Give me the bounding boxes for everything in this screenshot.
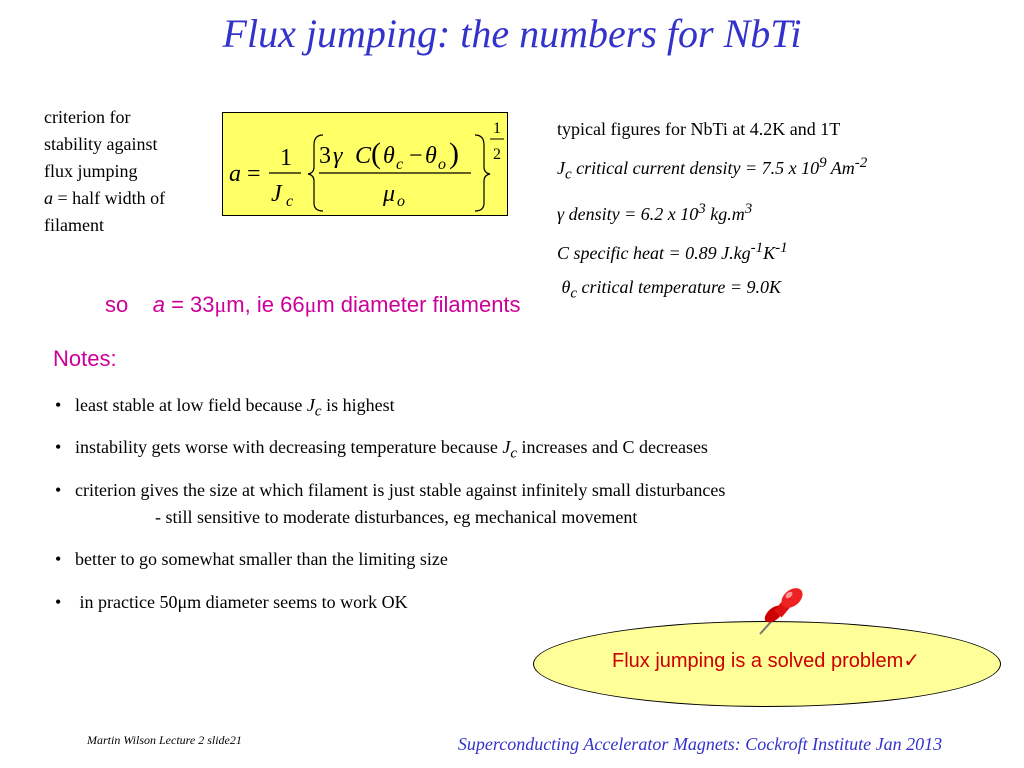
criterion-line: stability against: [44, 134, 158, 154]
criterion-var-a: a: [44, 188, 53, 208]
gamma-unit-exponent: 3: [744, 200, 753, 217]
jc-text: critical current density = 7.5 x 10: [571, 158, 820, 178]
jc-subscript: c: [314, 403, 322, 420]
criterion-line-rest: = half width of: [53, 188, 166, 208]
formula-theta-c: θ: [383, 143, 395, 169]
note-item: [55, 549, 448, 570]
right-brace: [475, 135, 490, 211]
note-text: least stable at low field because: [75, 395, 307, 415]
theta-text: critical temperature = 9.0K: [577, 276, 781, 297]
note-text: m diameter seems to work OK: [187, 592, 408, 612]
formula-mu: μ: [383, 181, 396, 207]
figure-jc: [557, 146, 867, 192]
formula-equals: =: [247, 161, 261, 187]
formula-theta-o: θ: [425, 143, 437, 169]
bullet: •: [55, 592, 62, 612]
note-text: criterion gives the size at which filament is just stable against infinitely small disturbances: [75, 480, 726, 500]
bullet: •: [55, 549, 62, 569]
jc-symbol: J: [306, 395, 315, 415]
jc-unit: Am: [826, 158, 855, 178]
mu-symbol: μ: [214, 292, 227, 317]
bullet: •: [55, 395, 62, 415]
formula-theta-c-sub: c: [396, 156, 404, 173]
jc-subscript: c: [510, 445, 518, 462]
gamma-text: density = 6.2 x 10: [564, 203, 699, 224]
mu-symbol: μ: [177, 592, 188, 612]
jc-subscript: c: [565, 166, 572, 183]
formula-exp-den: 2: [493, 146, 501, 163]
figure-gamma: [557, 192, 867, 231]
formula-box: [222, 112, 508, 216]
note-subline: - still sensitive to moderate disturbances, eg mechanical movement: [155, 507, 638, 527]
result-rest: m, ie 66: [226, 292, 305, 317]
result-rest: m diameter filaments: [316, 292, 521, 317]
note-text: instability gets worse with decreasing temperature because: [75, 437, 503, 457]
jc-symbol: J: [557, 158, 565, 178]
stability-formula: [223, 113, 507, 215]
formula-jc: J: [271, 181, 282, 207]
note-item: [55, 592, 408, 613]
slide-title: Flux jumping: the numbers for NbTi: [222, 11, 802, 56]
gamma-exponent: 3: [698, 200, 706, 217]
c-unit-k: K: [763, 242, 776, 263]
note-item: [55, 437, 708, 463]
result-value: = 33: [164, 292, 215, 317]
paren-close: ): [449, 137, 459, 170]
note-text: is highest: [321, 395, 395, 415]
note-text: increases and C decreases: [517, 437, 708, 457]
formula-theta-o-sub: o: [438, 156, 446, 173]
mu-symbol: μ: [304, 292, 317, 317]
c-text: specific heat = 0.89 J.kg: [569, 242, 751, 263]
formula-mu-sub: o: [397, 193, 405, 210]
jc-exponent: 9: [819, 155, 827, 171]
criterion-line: criterion for: [44, 107, 131, 127]
result-line: [105, 292, 521, 318]
criterion-line: [44, 185, 214, 212]
note-item: [55, 395, 395, 421]
result-var-a: a: [152, 292, 165, 317]
gamma-unit: kg.m: [705, 203, 745, 224]
c-exponent-2: -1: [775, 239, 788, 256]
formula-jc-sub: c: [286, 193, 294, 210]
typical-figures: [557, 112, 867, 310]
bullet: •: [55, 437, 62, 457]
formula-lhs: a: [229, 161, 241, 187]
criterion-text: [44, 104, 214, 239]
figures-heading: typical figures for NbTi at 4.2K and 1T: [557, 119, 841, 139]
paren-open: (: [371, 137, 381, 170]
theta-symbol: θ: [561, 276, 571, 297]
checkmark-icon: ✓: [903, 650, 920, 672]
callout-message: Flux jumping is a solved problem: [611, 650, 904, 672]
figure-c: [557, 231, 867, 270]
formula-minus: −: [409, 143, 423, 169]
note-text: better to go somewhat smaller than the limiting size: [75, 549, 448, 569]
gamma-symbol: γ: [557, 203, 565, 224]
footer-author: Martin Wilson Lecture 2 slide21: [87, 733, 242, 747]
formula-gamma: γ: [333, 143, 343, 169]
footer-course: Superconducting Accelerator Magnets: Cockroft Institute Jan 2013: [457, 734, 943, 754]
formula-three: 3: [319, 143, 331, 169]
c-exponent-1: -1: [750, 239, 764, 256]
formula-exp-num: 1: [493, 120, 501, 137]
pushpin-icon: [748, 584, 808, 640]
criterion-line: flux jumping: [44, 161, 138, 181]
jc-unit-exponent: -2: [854, 155, 868, 171]
note-text: in practice 50: [75, 592, 178, 612]
so-word: so: [105, 292, 129, 317]
formula-c: C: [355, 143, 372, 169]
jc-symbol: J: [502, 437, 511, 457]
note-item: [55, 480, 725, 501]
c-symbol: C: [557, 242, 570, 263]
figure-theta: [557, 270, 867, 311]
theta-subscript: c: [570, 285, 578, 302]
notes-heading: Notes:: [53, 346, 117, 371]
criterion-line: filament: [44, 215, 104, 235]
callout-text: [533, 648, 999, 673]
formula-one: 1: [280, 145, 292, 171]
bullet: •: [55, 480, 62, 500]
